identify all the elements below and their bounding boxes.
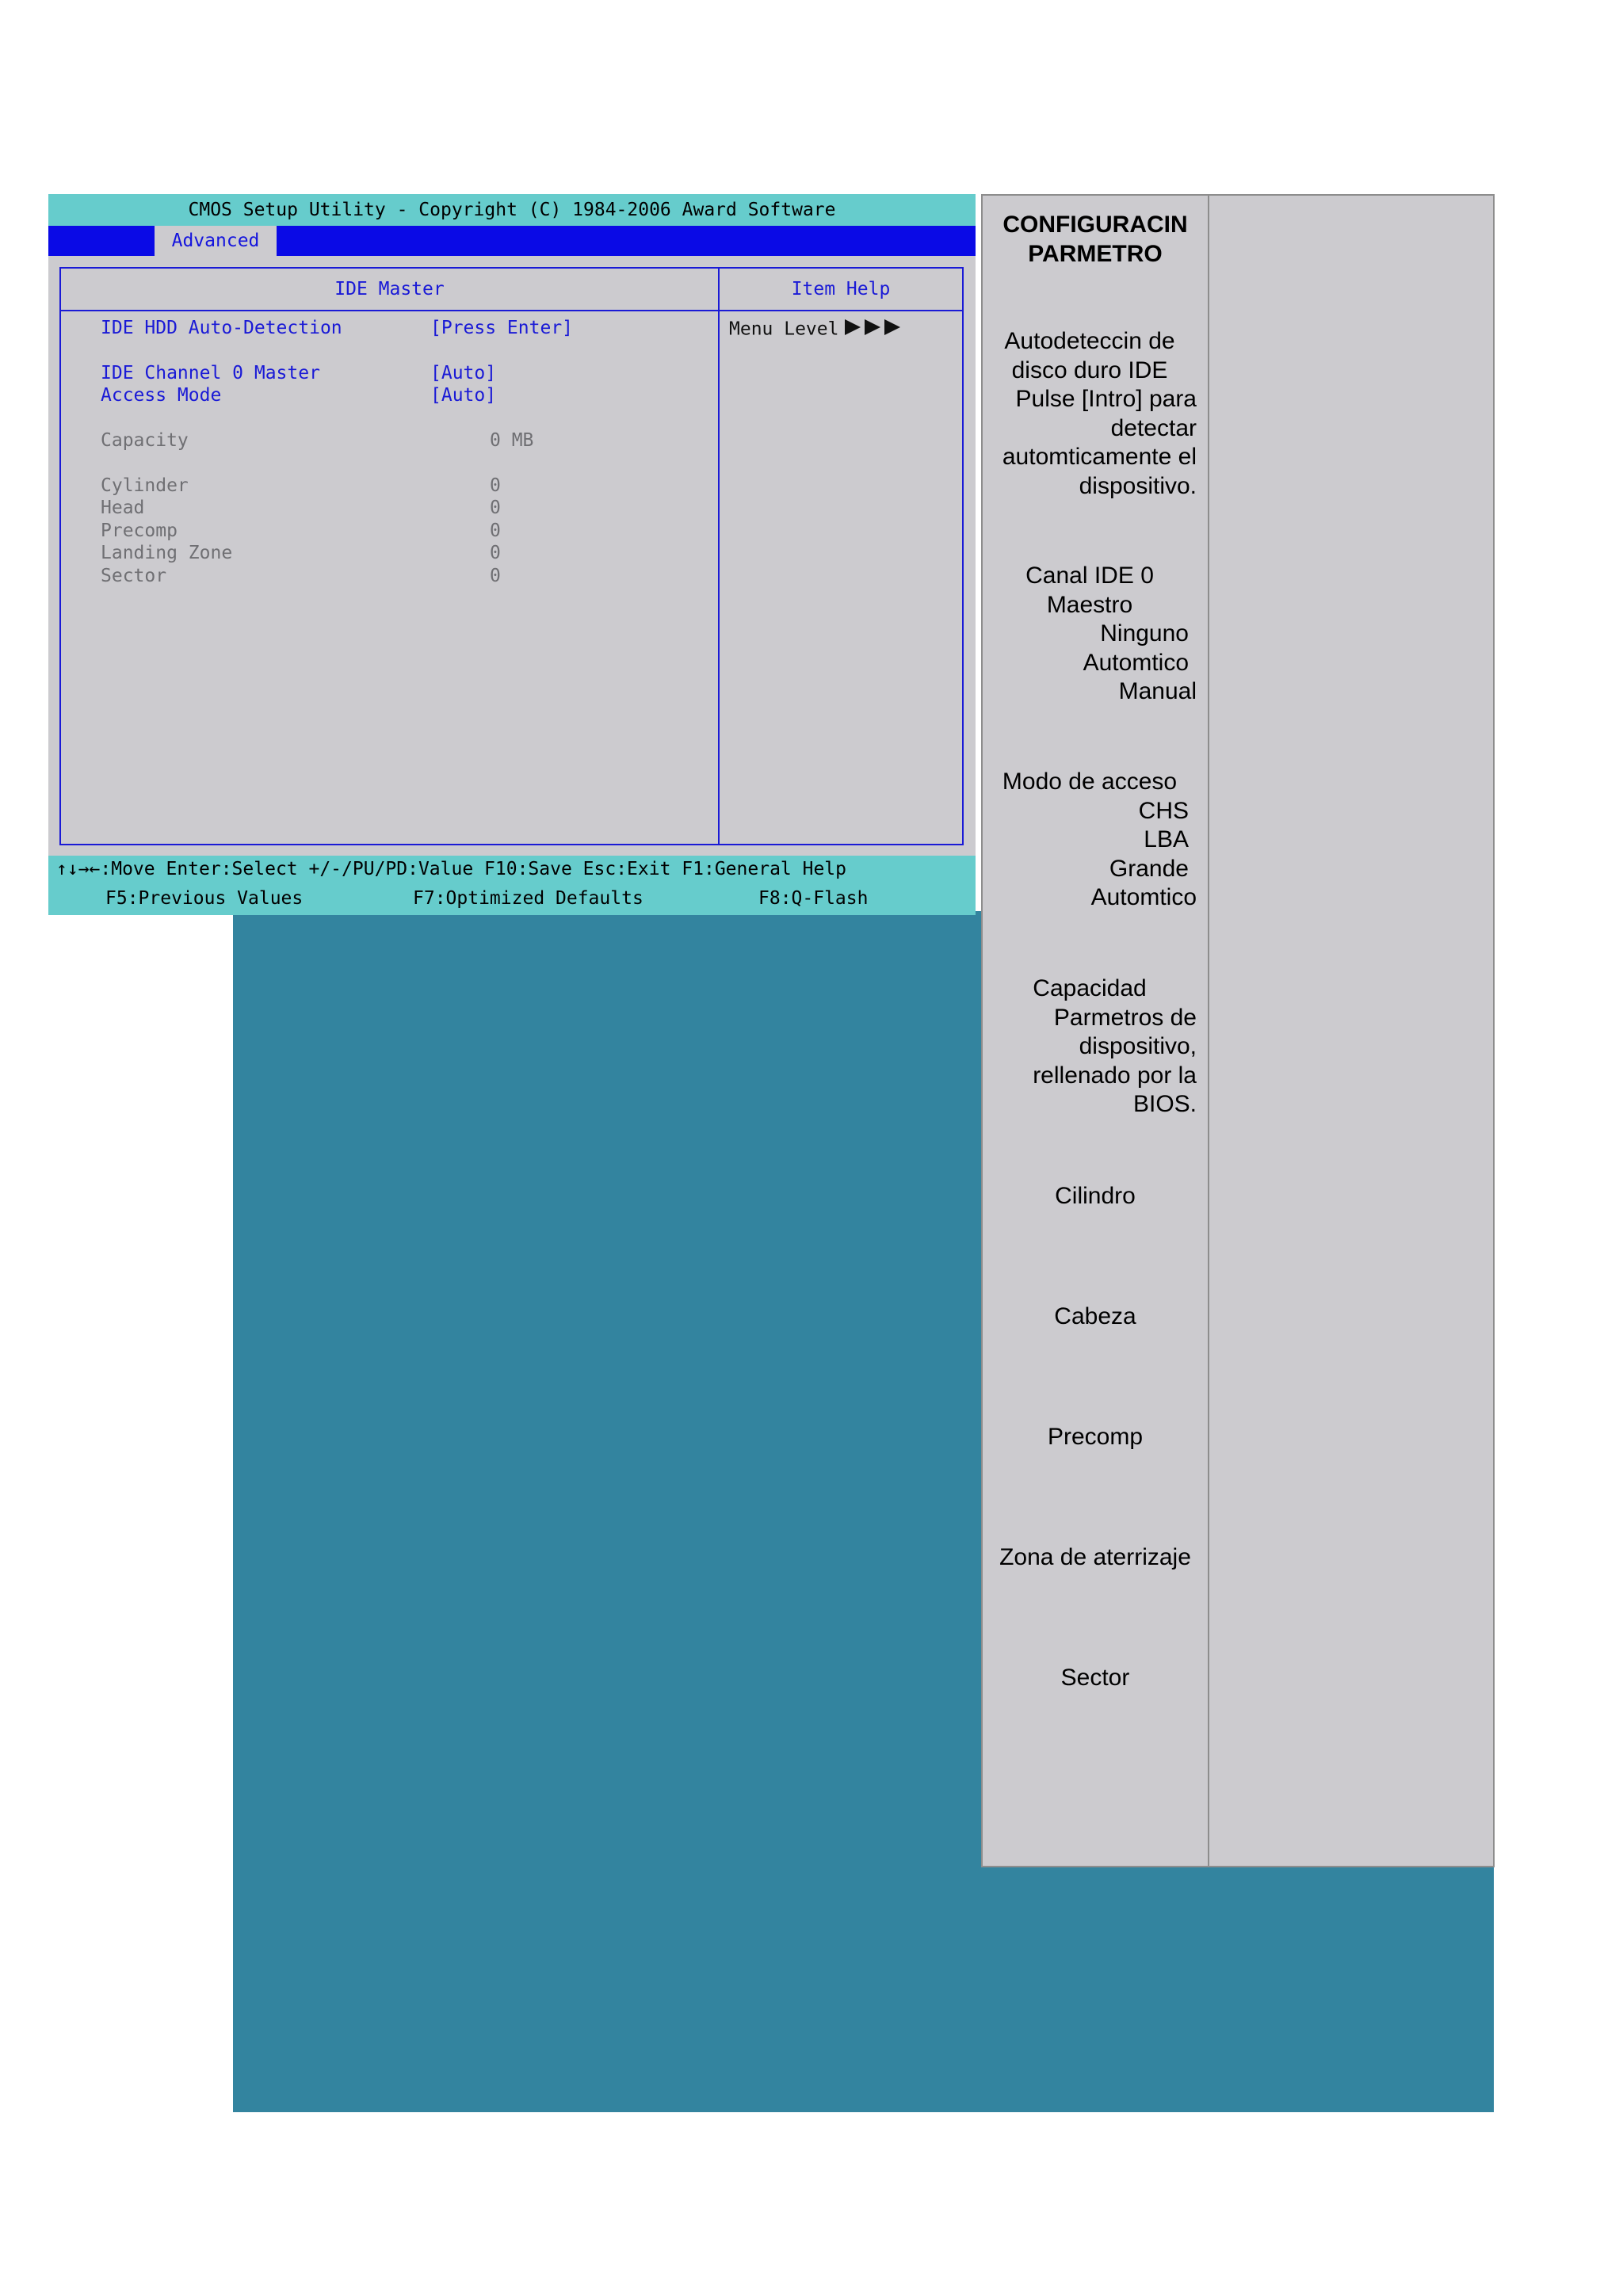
info-cylinder-value: 0 <box>490 475 501 496</box>
info-capacity-value: 0 MB <box>490 430 534 451</box>
menu-level-label: Menu Level <box>729 318 839 340</box>
desc-line: Parmetros de <box>1053 1004 1197 1031</box>
header-divider <box>61 310 962 311</box>
heading-line-1: CONFIGURACIN <box>1002 212 1188 238</box>
info-sector: Sector <box>101 566 167 586</box>
menu-level-text <box>729 318 903 341</box>
info-sector-value: 0 <box>490 566 501 586</box>
desc-hdd-auto-detection <box>983 327 1197 501</box>
info-landing-zone-value: 0 <box>490 543 501 563</box>
setting-ide-channel-0-master[interactable]: IDE Channel 0 Master <box>101 363 320 383</box>
desc-access-mode <box>983 768 1197 913</box>
description-column <box>983 196 1208 1866</box>
desc-line: BIOS. <box>1132 1091 1197 1117</box>
info-cylinder: Cylinder <box>101 475 189 496</box>
desc-line: automticamente el <box>1002 444 1197 470</box>
info-capacity: Capacity <box>101 430 189 451</box>
setting-hdd-auto-detection[interactable]: IDE HDD Auto-Detection <box>101 318 342 338</box>
footer-f5: F5:Previous Values <box>105 888 304 909</box>
desc-line: Canal IDE 0 <box>1025 563 1154 589</box>
desc-capacity <box>983 974 1197 1119</box>
info-head-value: 0 <box>490 498 501 518</box>
desc-line: Autodeteccin de <box>1004 328 1175 354</box>
description-heading <box>983 210 1208 269</box>
desc-head: Cabeza <box>1054 1303 1136 1329</box>
desc-line: dispositivo. <box>1079 472 1197 499</box>
setting-access-mode[interactable]: Access Mode <box>101 385 222 406</box>
desc-line: Automtico <box>1090 884 1197 910</box>
column-divider <box>718 269 720 844</box>
menu-tab-advanced[interactable]: Advanced <box>155 226 277 256</box>
desc-line: disco duro IDE <box>1011 357 1168 383</box>
desc-line: rellenado por la <box>1033 1062 1197 1089</box>
setting-ide-channel-0-master-value[interactable]: [Auto] <box>430 363 497 383</box>
desc-line: Manual <box>1118 678 1197 704</box>
info-precomp-value: 0 <box>490 521 501 541</box>
info-landing-zone: Landing Zone <box>101 543 233 563</box>
heading-line-2: PARMETRO <box>1028 241 1163 267</box>
desc-line: Automtico <box>1083 649 1189 676</box>
info-precomp: Precomp <box>101 521 178 541</box>
desc-cylinder: Cilindro <box>1055 1183 1136 1209</box>
desc-line: Grande <box>1109 855 1189 882</box>
footer-f7: F7:Optimized Defaults <box>413 888 643 909</box>
item-help-heading: Item Help <box>791 279 891 299</box>
desc-sector: Sector <box>1060 1665 1130 1691</box>
ide-master-heading: IDE Master <box>334 279 445 299</box>
desc-line: Pulse [Intro] para <box>1015 386 1197 412</box>
setting-access-mode-value[interactable]: [Auto] <box>430 385 497 406</box>
desc-precomp: Precomp <box>1047 1424 1144 1450</box>
desc-line: CHS <box>1138 797 1189 824</box>
desc-line: detectar <box>1110 414 1197 441</box>
ide-master-frame <box>59 267 964 845</box>
info-head: Head <box>101 498 145 518</box>
bios-title-bar: CMOS Setup Utility - Copyright (C) 1984-2006 Award Software <box>48 194 976 226</box>
desc-ide-channel <box>983 562 1197 707</box>
bios-menu-bar <box>48 226 976 256</box>
footer-navigation-keys: ↑↓→←:Move Enter:Select +/-/PU/PD:Value F10:Save Esc:Exit F1:General Help <box>56 859 846 879</box>
description-panel <box>981 194 1495 1867</box>
desc-line: Maestro <box>1046 591 1133 618</box>
desc-landing-zone: Zona de aterrizaje <box>999 1544 1191 1570</box>
desc-line: dispositivo, <box>1079 1033 1197 1059</box>
desc-line: Ninguno <box>1100 620 1189 646</box>
desc-line: LBA <box>1144 826 1189 852</box>
bios-key-legend <box>48 856 976 915</box>
desc-line: Capacidad <box>1033 975 1147 1001</box>
setting-hdd-auto-detection-value[interactable]: [Press Enter] <box>430 318 574 338</box>
desc-line: Modo de acceso <box>1002 769 1178 795</box>
description-divider <box>1208 196 1209 1866</box>
footer-f8: F8:Q-Flash <box>758 888 869 909</box>
bios-window <box>48 194 976 915</box>
triple-arrow-icon <box>843 318 903 341</box>
